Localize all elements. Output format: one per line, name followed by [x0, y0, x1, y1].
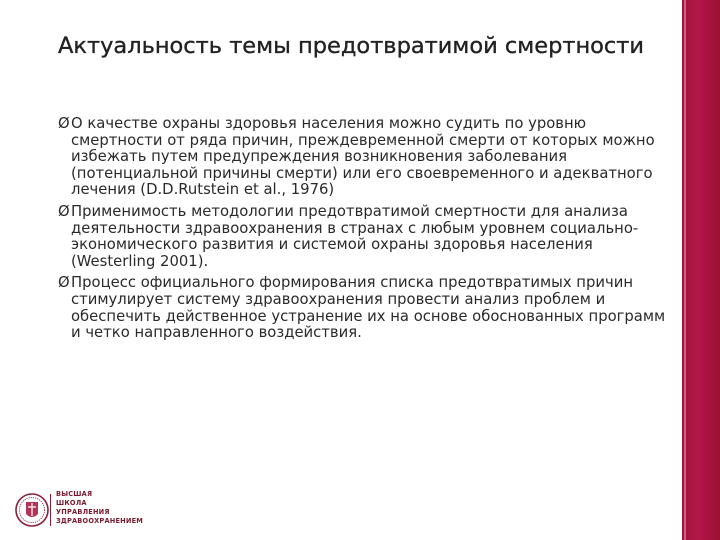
bullet-item	[58, 116, 678, 199]
logo-line: ШКОЛА	[56, 499, 87, 507]
arrow-bullet-icon: Ø	[58, 115, 70, 132]
school-logo	[14, 488, 174, 534]
logo-line: ВЫСШАЯ	[56, 490, 93, 498]
slide-title: Актуальность темы предотвратимой смертности	[58, 33, 645, 59]
right-accent-bar	[682, 0, 720, 540]
arrow-bullet-icon: Ø	[58, 202, 70, 220]
logo-line: УПРАВЛЕНИЯ	[56, 508, 110, 516]
bullet-text: Применимость методологии предотвратимой смертности для анализа деятельности здравоохранения в странах с любым уровнем социально-экономического развития и системой охраны здоровья населения (Westerling 2001).	[71, 202, 639, 270]
bullet-text: О качестве охраны здоровья населения можно судить по уровню смертности от ряда причин, преждевременной смерти от которых можно избежать путем предупреждения возникновения заболевания (потенциальной причины смерти) или его своевременного и адекватного лечения (D.D.Rutstein et al., 1976)	[71, 115, 655, 199]
bullet-text: Процесс официального формирования списка предотвратимых причин стимулирует систему здравоохранения провести анализ проблем и обеспечить действенное устранение их на основе обоснованных программ и четко направленного воздействия.	[71, 274, 666, 342]
bullet-item	[58, 275, 678, 341]
accent-bar-divider	[684, 0, 686, 540]
logo-line: ЗДРАВООХРАНЕНИЕМ	[56, 517, 144, 525]
bullet-item	[58, 204, 678, 270]
arrow-bullet-icon: Ø	[58, 274, 70, 292]
emblem-icon	[14, 488, 56, 532]
bullet-list	[58, 116, 678, 347]
logo-text	[56, 490, 143, 526]
